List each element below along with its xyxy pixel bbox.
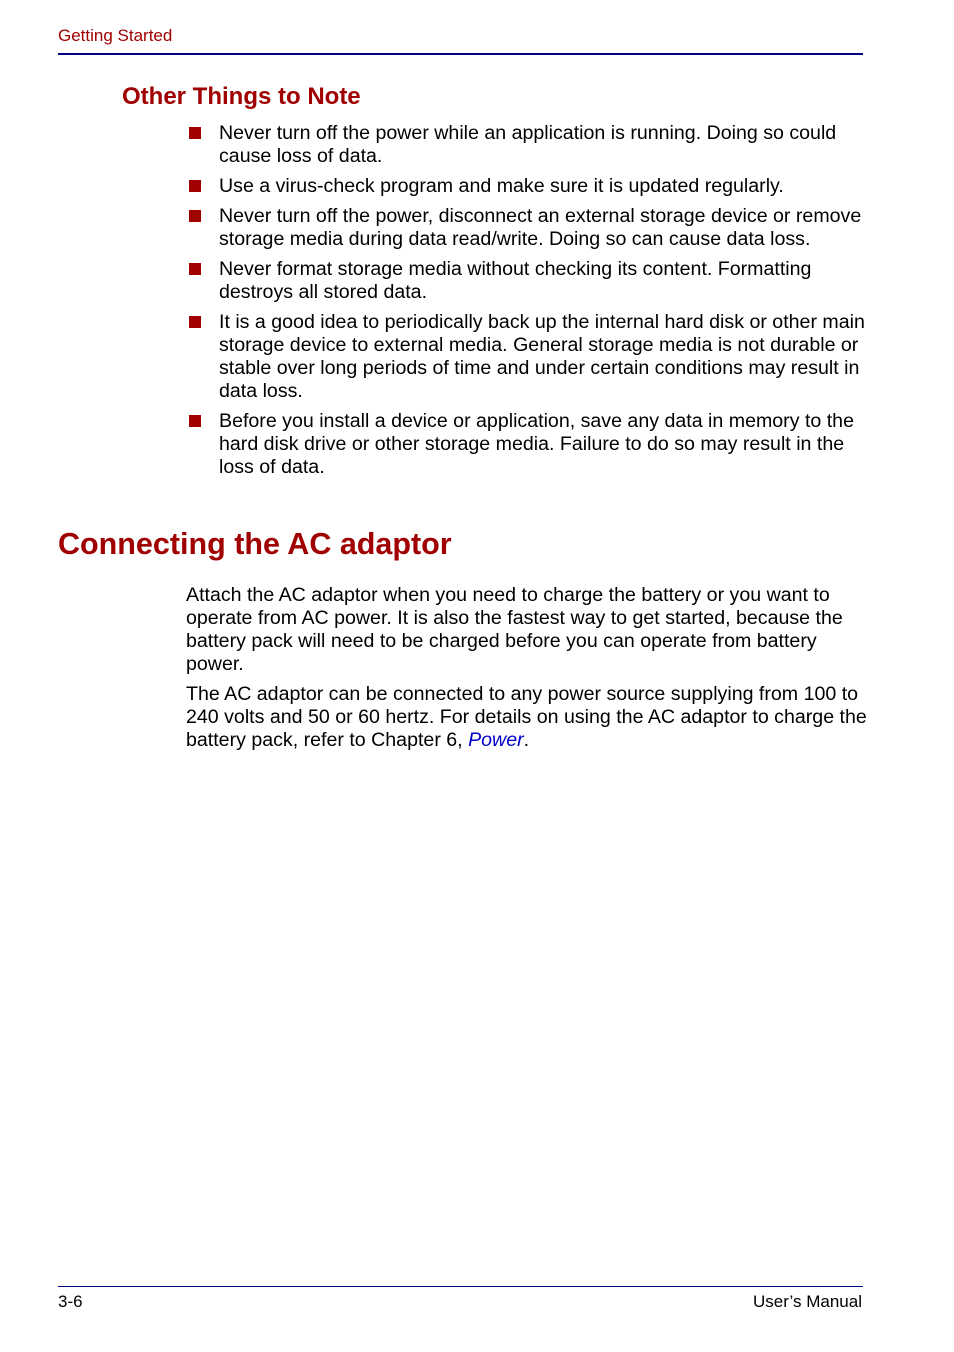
list-item bbox=[186, 258, 876, 304]
square-bullet-icon bbox=[189, 127, 201, 139]
connecting-body bbox=[186, 584, 876, 759]
header-section-title: Getting Started bbox=[58, 26, 173, 45]
list-item bbox=[186, 311, 876, 403]
footer-divider bbox=[58, 1286, 863, 1287]
other-things-heading: Other Things to Note bbox=[122, 83, 361, 110]
page-number: 3-6 bbox=[58, 1292, 83, 1311]
square-bullet-icon bbox=[189, 180, 201, 192]
list-item-text: Before you install a device or application, save any data in memory to the hard disk drive or other storage media. Failure to do so may result in the loss of data. bbox=[219, 410, 854, 478]
manual-title: User’s Manual bbox=[753, 1292, 862, 1311]
list-item-text: Never turn off the power while an application is running. Doing so could cause loss of data. bbox=[219, 122, 837, 167]
header-divider bbox=[58, 53, 863, 55]
list-item-text: Never turn off the power, disconnect an external storage device or remove storage media during data read/write. Doing so can cause data loss. bbox=[219, 205, 862, 250]
square-bullet-icon bbox=[189, 415, 201, 427]
list-item bbox=[186, 410, 876, 479]
square-bullet-icon bbox=[189, 316, 201, 328]
list-item-text: Use a virus-check program and make sure it is updated regularly. bbox=[219, 175, 784, 197]
square-bullet-icon bbox=[189, 210, 201, 222]
paragraph-attach-adaptor: Attach the AC adaptor when you need to charge the battery or you want to operate from AC power. It is also the fastest way to get started, because the battery pack will need to be charged before you can operate from battery power. bbox=[186, 584, 843, 675]
power-chapter-link[interactable]: Power bbox=[468, 729, 524, 751]
list-item bbox=[186, 175, 876, 198]
list-item-text: Never format storage media without checking its content. Formatting destroys all stored data. bbox=[219, 258, 812, 303]
square-bullet-icon bbox=[189, 263, 201, 275]
list-item bbox=[186, 122, 876, 168]
list-item-text: It is a good idea to periodically back up the internal hard disk or other main storage device to external media. General storage media is not durable or stable over long periods of time and under certain conditions may result in data loss. bbox=[219, 311, 865, 402]
other-things-list bbox=[186, 122, 876, 486]
paragraph-power-source-end: . bbox=[523, 729, 530, 751]
connecting-ac-adaptor-heading: Connecting the AC adaptor bbox=[58, 527, 452, 561]
paragraph-power-source bbox=[186, 683, 876, 752]
list-item bbox=[186, 205, 876, 251]
paragraph-power-source-text: The AC adaptor can be connected to any power source supplying from 100 to 240 volts and 50 or 60 hertz. For details on using the AC adaptor to charge the battery pack, refer to Chapter 6, bbox=[186, 683, 867, 751]
